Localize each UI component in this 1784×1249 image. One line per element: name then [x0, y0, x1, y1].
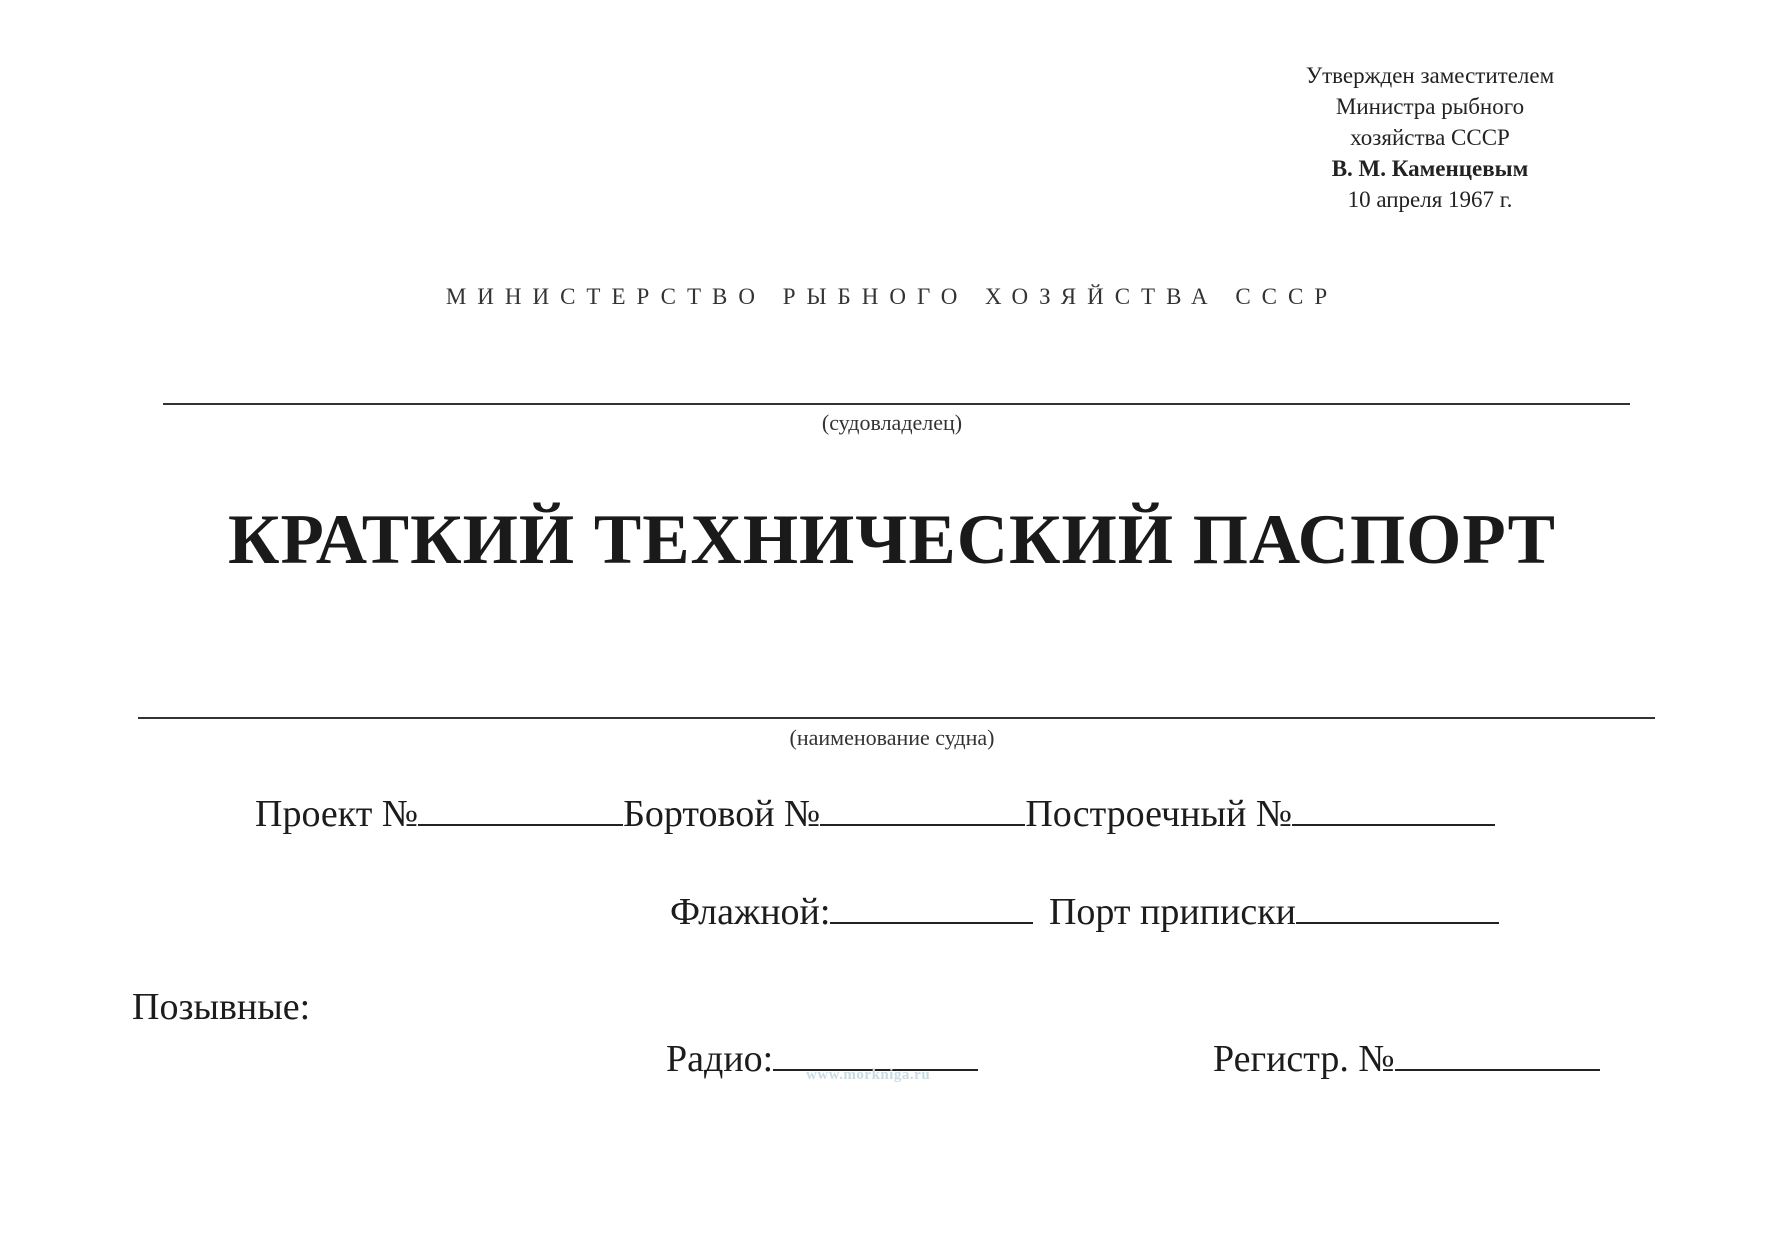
flag-port-field [670, 888, 1499, 934]
port-label: Порт приписки [1048, 891, 1297, 933]
register-number-blank[interactable] [1395, 1035, 1600, 1071]
approval-line: хозяйства СССР [1350, 125, 1510, 150]
approval-line: Утвержден заместителем [1305, 63, 1555, 88]
approval-line: Министра рыбного [1335, 94, 1525, 119]
build-number-label: Построечный № [1025, 793, 1293, 835]
vessel-name-line[interactable] [138, 717, 1655, 719]
owner-line[interactable] [163, 403, 1630, 405]
approval-date: 10 апреля 1967 г. [1347, 187, 1513, 212]
approval-signatory: В. М. Каменцевым [1331, 156, 1529, 181]
board-number-blank[interactable] [820, 790, 1025, 826]
watermark: www.morkniga.ru [806, 1067, 931, 1083]
owner-caption: (судовладелец) [821, 410, 963, 435]
project-number-label: Проект № [255, 793, 419, 835]
port-blank[interactable] [1296, 888, 1499, 924]
callsigns-label: Позывные: [132, 986, 311, 1028]
project-number-field [255, 790, 1495, 836]
board-number-label: Бортовой № [623, 793, 821, 835]
approval-block [1240, 60, 1620, 215]
document-title: КРАТКИЙ ТЕХНИЧЕСКИЙ ПАСПОРТ [228, 501, 1556, 579]
flag-label: Флажной: [670, 891, 831, 933]
flag-blank[interactable] [830, 888, 1033, 924]
register-field [1213, 1035, 1600, 1081]
radio-label: Радио: [666, 1038, 774, 1080]
vessel-name-caption: (наименование судна) [789, 725, 995, 750]
register-number-label: Регистр. № [1213, 1038, 1395, 1080]
project-number-blank[interactable] [418, 790, 623, 826]
radio-blank[interactable] [773, 1035, 978, 1071]
ministry-heading: МИНИСТЕРСТВО РЫБНОГО ХОЗЯЙСТВА СССР [445, 284, 1339, 309]
build-number-blank[interactable] [1292, 790, 1495, 826]
